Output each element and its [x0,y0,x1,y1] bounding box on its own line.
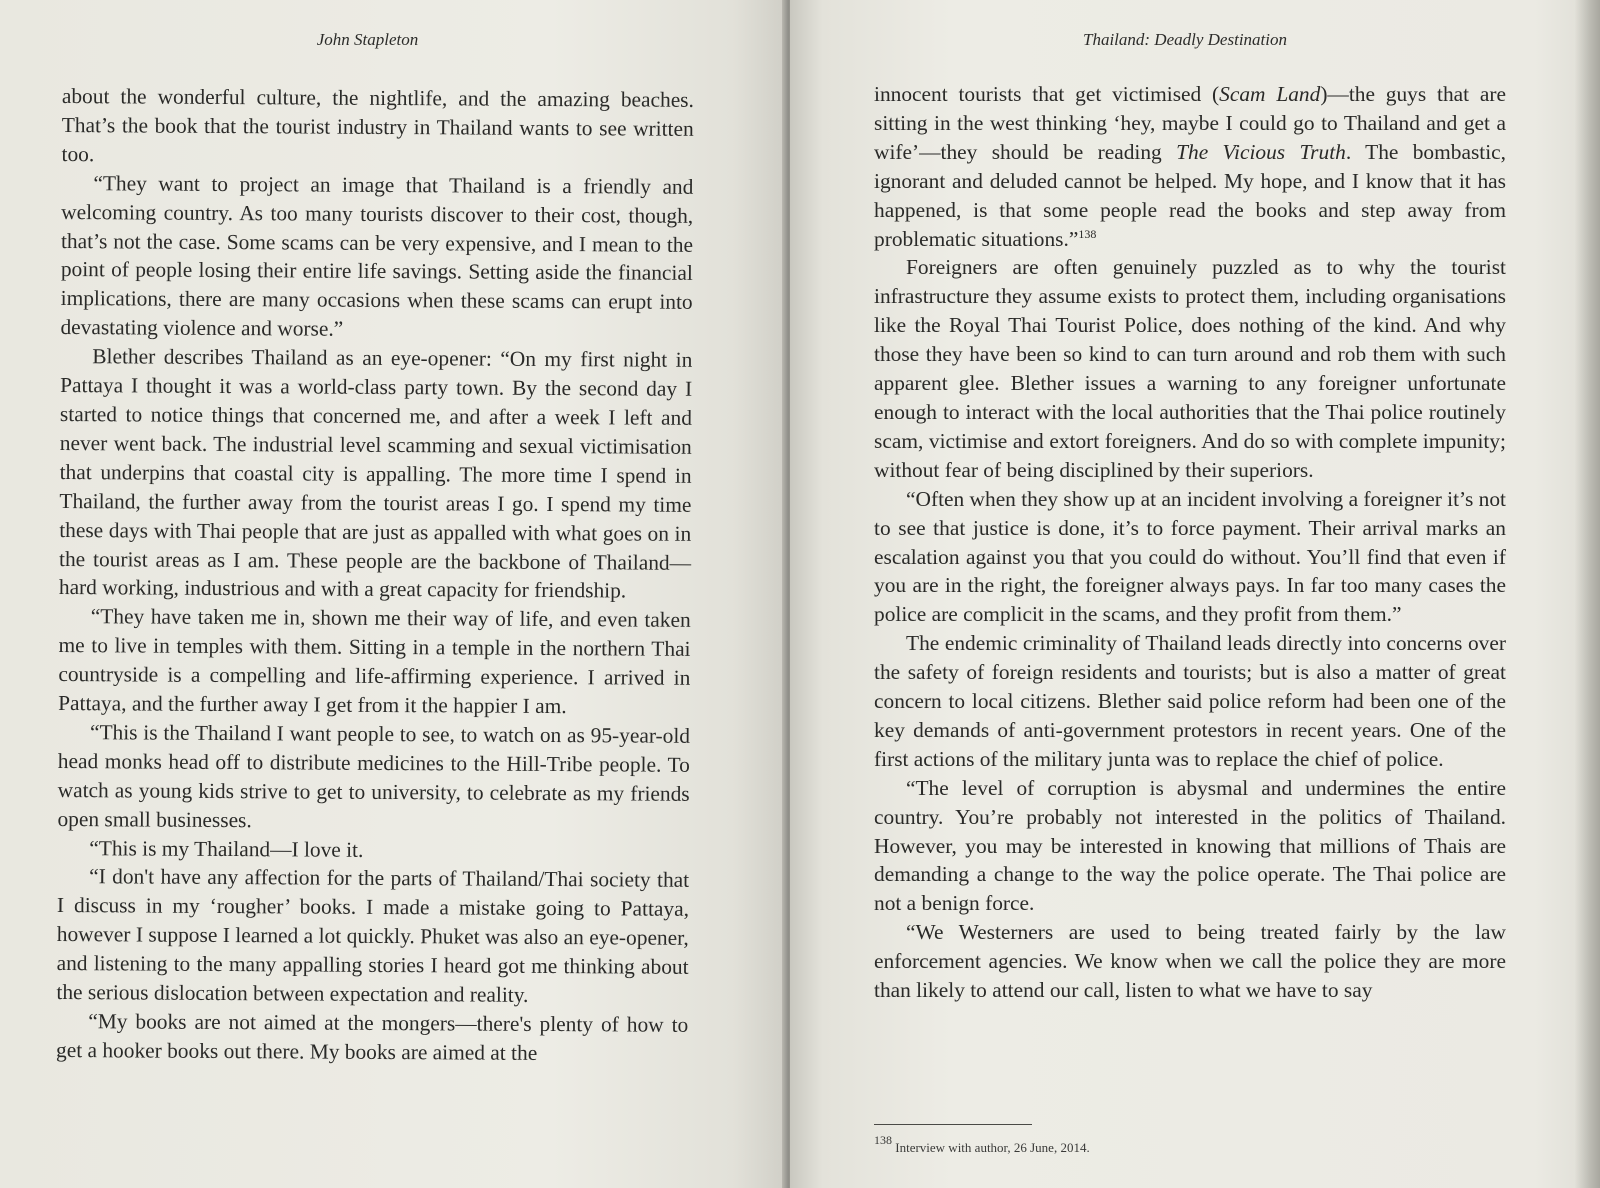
right-page-body [874,80,1506,1005]
footnote-rule [874,1124,1032,1125]
paragraph: “They have taken me in, shown me their way of life, and even taken me to live in temples with them. Sitting in a temple in the northern Thai countryside is a compelling and life-affirming experience. I arrived in Pattaya, and the further away I get from it the happier I am. [58,604,691,719]
paragraph: “The level of corruption is abysmal and undermines the entire country. You’re probably not interested in the politics of Thailand. However, you may be interested in knowing that millions of Thais are demanding a change to the way the police operate. The Thai police are not a benign force. [874,775,1506,916]
book-title-vicious-truth: The Vicious Truth [1176,139,1346,164]
text-run: )—the guys that are sitting in the west thinking ‘hey, maybe I could go to Thailand and get a wife’—they should be reading [874,82,1506,164]
paragraph: “This is the Thailand I want people to see, to watch on as 95-year-old head monks head off to distribute medicines to the Hill-Tribe people. To watch as young kids strive to get to university, to celebrate as my friends open small businesses. [57,720,691,832]
left-page-body [56,82,694,1069]
paragraph: Foreigners are often genuinely puzzled as to why the tourist infrastructure they assume exists to protect them, including organisations like the Royal Thai Tourist Police, does nothing of the kind. And why those they have been so kind to can turn around and rob them with such apparent glee. Blether issues a warning to any foreigner unfortunate enough to interact with the local authorities that the Thai police routinely scam, victimise and extort foreigners. And do so with complete impunity; without fear of being disciplined by their superiors. [874,255,1506,482]
footnote [874,1133,1090,1156]
footnote-text: Interview with author, 26 June, 2014. [895,1140,1090,1155]
running-head-left: John Stapleton [316,30,419,49]
left-page [0,0,788,1188]
book-title-scam-land: Scam Land [1219,82,1321,106]
text-run: innocent tourists that get victimised ( [874,82,1220,106]
right-page [790,0,1600,1188]
paragraph: “My books are not aimed at the mongers—there's plenty of how to get a hooker books out there. My books are aimed at the [56,1009,689,1065]
paragraph: The endemic criminality of Thailand leads directly into concerns over the safety of foreign residents and tourists; but is also a matter of great concern to local citizens. Blether said police reform had been one of the key demands of anti-government protestors in recent years. One of the first actions of the military junta was to replace the chief of police. [874,631,1506,771]
paragraph: “Often when they show up at an incident involving a foreigner it’s not to see that justice is done, it’s to force payment. Their arrival marks an escalation against you that you could do without. You’ll find that even if you are in the right, the foreigner always pays. In far too many cases the police are complicit in the scams, and they profit from them.” [874,486,1506,627]
footnote-number: 138 [874,1133,892,1147]
paragraph: about the wonderful culture, the nightlife, and the amazing beaches. That’s the book that the tourist industry in Thailand wants to see written too. [61,83,694,167]
text-run: . The bombastic, ignorant and deluded cannot be helped. My hope, and I know that it has happened, is that some people read the books and step away from problematic situations.” [874,139,1506,251]
paragraph: “I don't have any affection for the parts of Thailand/Thai society that I discuss in my ‘rougher’ books. I made a mistake going to Pattaya, however I suppose I learned a lot quickly. Phuket was also an eye-opener, and listening to the many appalling stories I heard got me thinking about the serious dislocation between expectation and reality. [56,864,690,1007]
paragraph: “They want to project an image that Thailand is a friendly and welcoming country. As too many tourists discover to their cost, though, that’s not the case. Some scams can be very expensive, and I mean to the point of people losing their entire life savings. Setting aside the financial implications, there are many occasions when these scams can erupt into devastating violence and worse.” [60,170,694,341]
paragraph: “This is my Thailand—I love it. [89,835,364,862]
paragraph [874,80,1506,253]
page-edge [1574,0,1600,1188]
running-head-right: Thailand: Deadly Destination [1083,30,1287,49]
paragraph: “We Westerners are used to being treated fairly by the law enforcement agencies. We know when we call the police they are more than likely to attend our call, listen to what we have to say [874,920,1506,1003]
footnote-reference: 138 [1078,226,1097,241]
paragraph: Blether describes Thailand as an eye-opener: “On my first night in Pattaya I thought it was a world-class party town. By the second day I started to notice things that concerned me, and after a week I left and never went back. The industrial level scamming and sexual victimisation that underpins that coastal city is appalling. The more time I spend in Thailand, the further away from the tourist areas I go. I spend my time these days with Thai people that are just as appalled with what goes on in the tourist areas as I am. These people are the backbone of Thailand—hard working, industrious and with a great capacity for friendship. [58,344,693,603]
